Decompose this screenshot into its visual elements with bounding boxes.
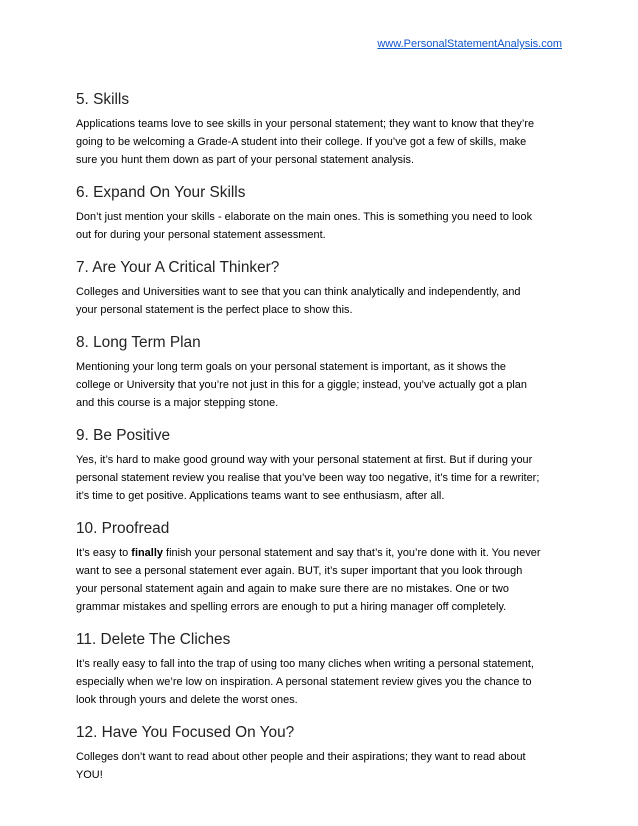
section-paragraph — [76, 544, 568, 616]
text-run: finish your personal statement and say that’s it, you’re done with it. You never — [162, 547, 541, 559]
section-expand-skills — [76, 183, 568, 244]
section-paragraph — [76, 451, 568, 505]
section-paragraph — [76, 748, 568, 784]
section-paragraph — [76, 115, 568, 169]
paragraph-line: going to be welcoming a Grade-A student into their college. If you’ve got a few of skills, make — [76, 136, 527, 148]
document-body — [76, 90, 568, 798]
section-heading: 9. Be Positive — [76, 427, 171, 444]
paragraph-line: want to see a personal statement ever again. BUT, it’s super important that you look through — [76, 565, 523, 577]
paragraph-line: Don’t just mention your skills - elaborate on the main ones. This is something you need to look — [76, 211, 533, 223]
section-paragraph — [76, 358, 568, 412]
section-heading: 8. Long Term Plan — [76, 334, 201, 351]
emphasis-text: finally — [131, 547, 163, 559]
website-link[interactable]: www.PersonalStatementAnalysis.com — [377, 38, 562, 50]
section-paragraph — [76, 208, 568, 244]
section-heading: 11. Delete The Cliches — [76, 631, 231, 648]
paragraph-line: out for during your personal statement assessment. — [76, 229, 326, 241]
section-heading: 10. Proofread — [76, 520, 170, 537]
section-heading: 6. Expand On Your Skills — [76, 184, 246, 201]
section-be-positive — [76, 426, 568, 505]
paragraph-line: look through yours and delete the worst ones. — [76, 694, 298, 706]
paragraph-line: grammar mistakes and spelling errors are enough to put a hiring manager off completely. — [76, 601, 507, 613]
section-paragraph — [76, 283, 568, 319]
paragraph-line: Colleges and Universities want to see that you can think analytically and independently, and — [76, 286, 521, 298]
text-run: It’s easy to — [76, 547, 132, 559]
paragraph-line: Yes, it’s hard to make good ground way with your personal statement at first. But if during your — [76, 454, 533, 466]
section-proofread — [76, 519, 568, 616]
paragraph-line: Colleges don’t want to read about other people and their aspirations; they want to read about — [76, 751, 526, 763]
paragraph-line: Mentioning your long term goals on your personal statement is important, as it shows the — [76, 361, 507, 373]
paragraph-line: personal statement review you realise that you’ve been way too negative, it’s time for a rewriter; — [76, 472, 540, 484]
section-skills — [76, 90, 568, 169]
section-heading: 7. Are Your A Critical Thinker? — [76, 259, 280, 276]
paragraph-line: Applications teams love to see skills in your personal statement; they want to know that they’re — [76, 118, 535, 130]
paragraph-line: and this course is a major stepping stone. — [76, 397, 279, 409]
section-paragraph — [76, 655, 568, 709]
section-heading: 12. Have You Focused On You? — [76, 724, 295, 741]
paragraph-line: your personal statement again and again to make sure there are no mistakes. One or two — [76, 583, 509, 595]
paragraph-line: it’s time to get positive. Applications teams want to see enthusiasm, after all. — [76, 490, 445, 502]
paragraph-line — [76, 544, 568, 562]
paragraph-line: YOU! — [76, 769, 103, 781]
paragraph-line: sure you hunt them down as part of your personal statement analysis. — [76, 154, 415, 166]
paragraph-line: especially when we’re low on inspiration. A personal statement review gives you the chance to — [76, 676, 532, 688]
section-heading: 5. Skills — [76, 91, 130, 108]
paragraph-line: college or University that you’re not just in this for a giggle; instead, you’ve actually got a plan — [76, 379, 527, 391]
section-long-term-plan — [76, 333, 568, 412]
section-critical-thinker — [76, 258, 568, 319]
section-delete-cliches — [76, 630, 568, 709]
section-focused-on-you — [76, 723, 568, 784]
paragraph-line: It’s really easy to fall into the trap of using too many cliches when writing a personal statement, — [76, 658, 534, 670]
paragraph-line: your personal statement is the perfect place to show this. — [76, 304, 353, 316]
